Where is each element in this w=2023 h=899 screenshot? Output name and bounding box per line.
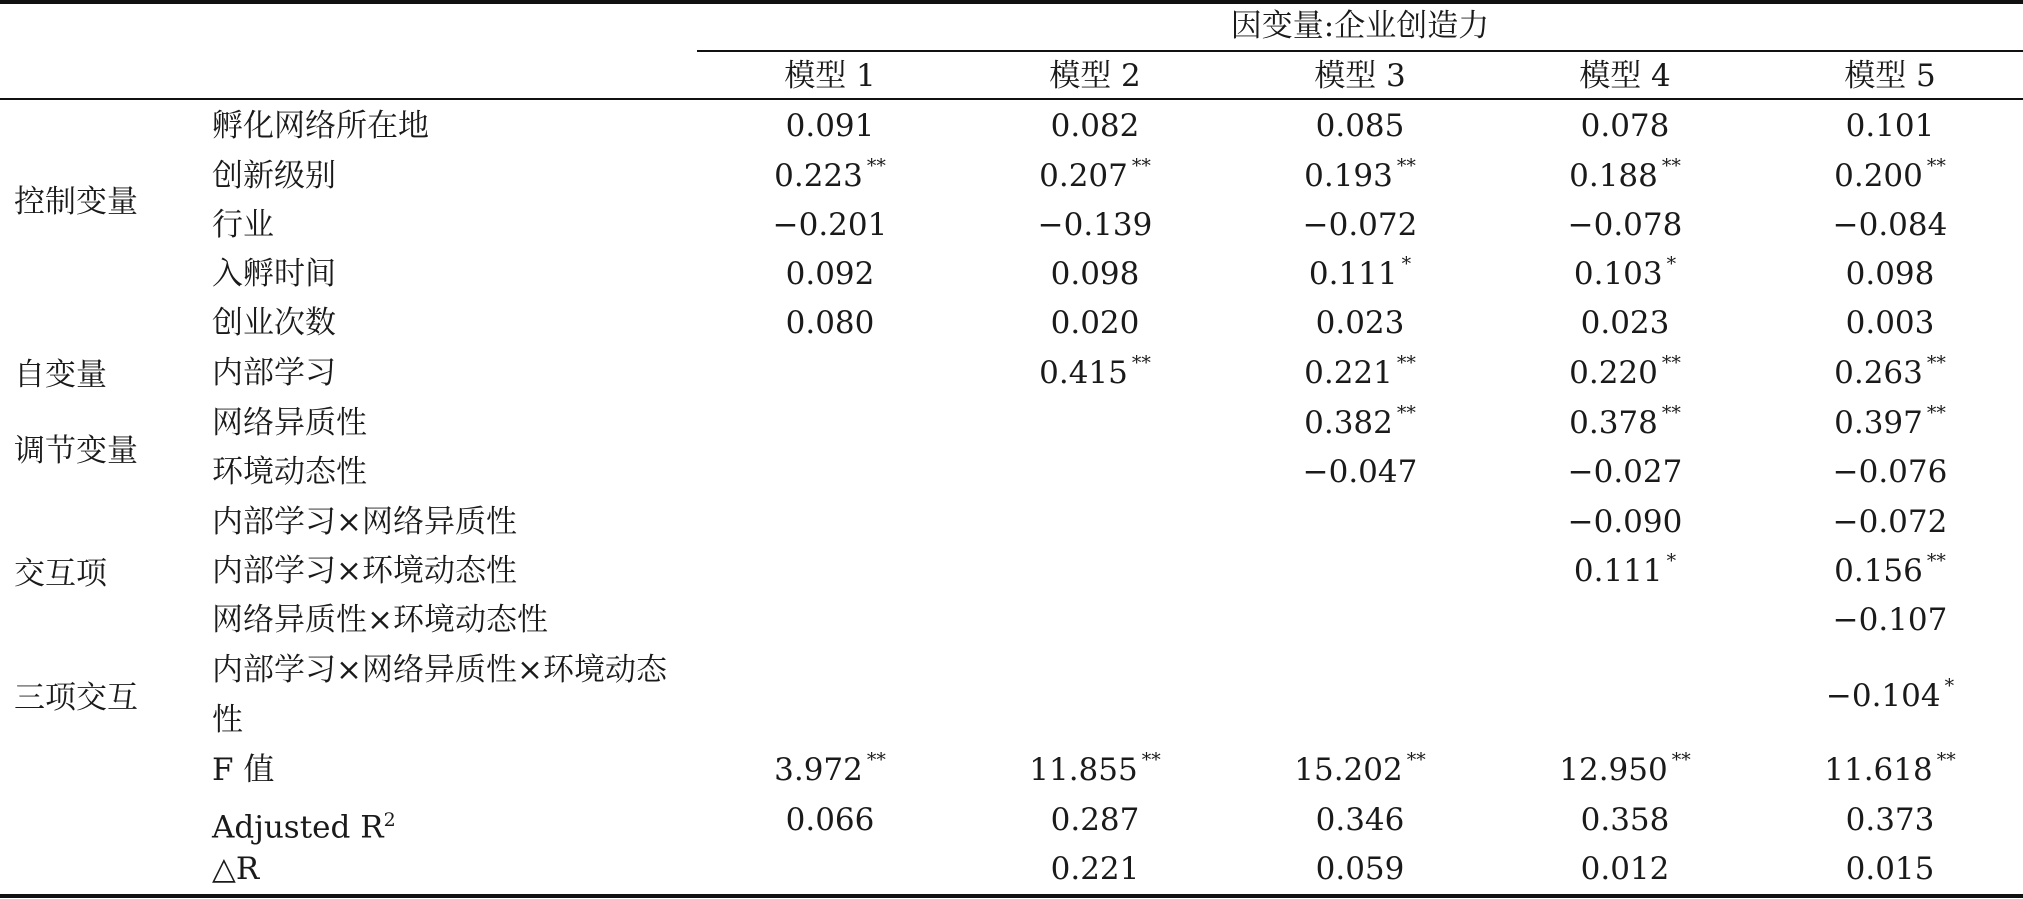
significance-marker: *: [1666, 550, 1677, 572]
row-variable-label: [212, 156, 336, 196]
row-variable-label: [212, 800, 396, 847]
coefficient-value: 0.023: [1580, 305, 1670, 341]
coefficient-cell: [1770, 254, 2010, 294]
coefficient-value: 15.202: [1294, 752, 1403, 788]
coefficient-cell: [710, 106, 950, 146]
top-rule: [0, 0, 2023, 4]
variable-label-text: 孵化网络所在地: [212, 108, 429, 144]
header-bottom-rule: [0, 98, 2023, 100]
coefficient-value: −0.107: [1832, 602, 1948, 638]
coefficient-cell: [1240, 849, 1480, 889]
coefficient-value: −0.139: [1037, 207, 1153, 243]
variable-label-text: 环境动态性: [212, 454, 367, 490]
coefficient-cell: [1770, 750, 2010, 794]
row-variable-label: [212, 600, 548, 640]
coefficient-value: 0.098: [1050, 256, 1140, 292]
coefficient-value: 0.078: [1580, 108, 1670, 144]
significance-marker: *: [1666, 253, 1677, 275]
variable-label-text: F 值: [212, 752, 275, 788]
row-variable-label: [212, 551, 517, 591]
dependent-variable-header: 因变量:企业创造力: [1230, 8, 1490, 44]
coefficient-cell: [1770, 800, 2010, 840]
variable-label-text: Adjusted R: [212, 809, 384, 846]
coefficient-cell: [975, 849, 1215, 889]
coefficient-cell: [1770, 452, 2010, 492]
coefficient-cell: [1505, 205, 1745, 245]
coefficient-value: 0.082: [1050, 108, 1140, 144]
coefficient-cell: [1240, 800, 1480, 840]
coefficient-cell: [1770, 303, 2010, 343]
significance-marker: **: [1661, 402, 1681, 424]
coefficient-cell: [1240, 106, 1480, 146]
coefficient-value: 0.080: [785, 305, 875, 341]
coefficient-cell: [1505, 156, 1745, 200]
coefficient-cell: [975, 254, 1215, 294]
group-three-way-interaction: 三项交互: [14, 680, 138, 716]
significance-marker: **: [866, 749, 886, 771]
coefficient-value: 0.287: [1050, 802, 1140, 838]
coefficient-cell: [975, 800, 1215, 840]
coefficient-cell: [1505, 254, 1745, 298]
coefficient-value: 0.221: [1304, 355, 1393, 391]
coefficient-cell: [1770, 676, 2010, 720]
significance-marker: **: [1396, 402, 1416, 424]
coefficient-cell: [1770, 353, 2010, 397]
coefficient-value: 0.378: [1569, 405, 1658, 441]
coefficient-cell: [1770, 205, 2010, 245]
coefficient-value: −0.078: [1567, 207, 1683, 243]
coefficient-value: 0.101: [1845, 108, 1935, 144]
significance-marker: **: [1131, 352, 1151, 374]
significance-marker: **: [1406, 749, 1426, 771]
coefficient-value: 11.855: [1029, 752, 1138, 788]
coefficient-value: 0.066: [785, 802, 875, 838]
coefficient-value: 0.156: [1834, 553, 1923, 589]
group-moderators: 调节变量: [14, 433, 138, 469]
significance-marker: **: [1926, 402, 1946, 424]
coefficient-value: 0.397: [1834, 405, 1923, 441]
coefficient-cell: [975, 303, 1215, 343]
coefficient-cell: [1240, 353, 1480, 397]
coefficient-value: −0.104: [1825, 678, 1941, 714]
variable-label-text: 创业次数: [212, 305, 336, 341]
coefficient-cell: [1770, 403, 2010, 447]
significance-marker: *: [1401, 253, 1412, 275]
coefficient-cell: [1505, 106, 1745, 146]
coefficient-value: 0.263: [1834, 355, 1923, 391]
significance-marker: **: [1926, 550, 1946, 572]
coefficient-value: 0.103: [1573, 256, 1663, 292]
coefficient-value: 0.059: [1315, 851, 1405, 887]
row-variable-label: [212, 106, 429, 146]
coefficient-value: 0.358: [1580, 802, 1670, 838]
coefficient-cell: [1770, 502, 2010, 542]
row-variable-label: [212, 849, 259, 889]
coefficient-cell: [1505, 403, 1745, 447]
significance-marker: **: [1926, 155, 1946, 177]
model-1-header: 模型 1: [784, 58, 876, 94]
bottom-rule: [0, 894, 2023, 898]
coefficient-cell: [1505, 800, 1745, 840]
model-5-header: 模型 5: [1844, 58, 1936, 94]
coefficient-cell: [710, 205, 950, 245]
coefficient-cell: [1770, 106, 2010, 146]
coefficient-value: 0.085: [1315, 108, 1405, 144]
superscript: 2: [383, 809, 396, 831]
coefficient-value: 0.200: [1834, 158, 1923, 194]
coefficient-cell: [1240, 254, 1480, 298]
coefficient-cell: [1505, 551, 1745, 595]
coefficient-value: 0.188: [1569, 158, 1658, 194]
group-independent-variable: 自变量: [14, 357, 107, 393]
variable-label-text: 内部学习: [212, 355, 336, 391]
coefficient-cell: [1770, 600, 2010, 640]
coefficient-cell: [1240, 403, 1480, 447]
coefficient-value: 0.023: [1315, 305, 1405, 341]
significance-marker: **: [1671, 749, 1691, 771]
model-4-header: 模型 4: [1579, 58, 1671, 94]
coefficient-value: 0.223: [774, 158, 863, 194]
variable-label-text: 行业: [212, 207, 274, 243]
coefficient-cell: [1505, 502, 1745, 542]
coefficient-cell: [1770, 156, 2010, 200]
coefficient-cell: [975, 205, 1215, 245]
coefficient-value: 0.012: [1580, 851, 1670, 887]
coefficient-value: −0.072: [1832, 504, 1948, 540]
coefficient-value: 0.220: [1569, 355, 1658, 391]
coefficient-value: 0.111: [1573, 553, 1663, 589]
coefficient-value: 0.003: [1845, 305, 1935, 341]
row-variable-label: [212, 205, 274, 245]
coefficient-cell: [710, 254, 950, 294]
group-interaction-terms: 交互项: [14, 556, 107, 592]
coefficient-cell: [1240, 750, 1480, 794]
row-variable-label: [212, 254, 336, 294]
row-variable-label: [212, 353, 336, 393]
coefficient-cell: [975, 353, 1215, 397]
coefficient-value: 0.207: [1039, 158, 1128, 194]
coefficient-cell: [710, 800, 950, 840]
coefficient-value: 0.382: [1304, 405, 1393, 441]
model-3-header: 模型 3: [1314, 58, 1406, 94]
significance-marker: **: [1661, 155, 1681, 177]
significance-marker: **: [1936, 749, 1956, 771]
coefficient-value: 11.618: [1824, 752, 1933, 788]
coefficient-cell: [1505, 452, 1745, 492]
coefficient-value: −0.201: [772, 207, 888, 243]
coefficient-value: 0.193: [1304, 158, 1393, 194]
row-variable-label: [212, 650, 667, 690]
coefficient-value: 3.972: [774, 752, 863, 788]
significance-marker: **: [1131, 155, 1151, 177]
coefficient-value: −0.076: [1832, 454, 1948, 490]
coefficient-value: 0.221: [1050, 851, 1140, 887]
significance-marker: **: [1396, 155, 1416, 177]
coefficient-value: 0.415: [1039, 355, 1128, 391]
coefficient-cell: [1505, 303, 1745, 343]
coefficient-cell: [710, 750, 950, 794]
coefficient-value: 0.346: [1315, 802, 1405, 838]
coefficient-cell: [975, 106, 1215, 146]
row-variable-label: [212, 452, 367, 492]
coefficient-value: −0.084: [1832, 207, 1948, 243]
coefficient-cell: [975, 156, 1215, 200]
variable-label-text: 入孵时间: [212, 256, 336, 292]
coefficient-value: −0.072: [1302, 207, 1418, 243]
coefficient-cell: [1505, 750, 1745, 794]
coefficient-cell: [975, 750, 1215, 794]
significance-marker: *: [1944, 675, 1955, 697]
coefficient-cell: [710, 303, 950, 343]
significance-marker: **: [1141, 749, 1161, 771]
variable-label-text: 网络异质性×环境动态性: [212, 602, 548, 638]
variable-label-text: 内部学习×环境动态性: [212, 553, 517, 589]
row-variable-label: [212, 502, 517, 542]
coefficient-value: 0.111: [1308, 256, 1398, 292]
variable-label-text: 网络异质性: [212, 405, 367, 441]
coefficient-value: 0.092: [785, 256, 875, 292]
header-subrule: [697, 50, 2023, 52]
coefficient-cell: [1770, 849, 2010, 889]
coefficient-cell: [1240, 452, 1480, 492]
significance-marker: **: [1926, 352, 1946, 374]
coefficient-cell: [1240, 205, 1480, 245]
coefficient-value: −0.047: [1302, 454, 1418, 490]
variable-label-text: 创新级别: [212, 158, 336, 194]
coefficient-value: 0.091: [785, 108, 875, 144]
row-variable-label-continued: 性: [212, 702, 243, 738]
coefficient-value: 12.950: [1559, 752, 1668, 788]
significance-marker: **: [1661, 352, 1681, 374]
significance-marker: **: [1396, 352, 1416, 374]
coefficient-value: 0.020: [1050, 305, 1140, 341]
coefficient-cell: [1770, 551, 2010, 595]
variable-label-text: △R: [212, 851, 260, 887]
row-variable-label: [212, 750, 274, 790]
row-variable-label: [212, 303, 336, 343]
coefficient-value: −0.027: [1567, 454, 1683, 490]
coefficient-value: 0.015: [1845, 851, 1935, 887]
coefficient-value: −0.090: [1567, 504, 1683, 540]
coefficient-cell: [1240, 303, 1480, 343]
variable-label-text: 内部学习×网络异质性: [212, 504, 517, 540]
row-variable-label: [212, 403, 367, 443]
significance-marker: **: [866, 155, 886, 177]
variable-label-text: 内部学习×网络异质性×环境动态: [212, 652, 667, 688]
coefficient-cell: [1505, 849, 1745, 889]
group-control-variables: 控制变量: [14, 184, 138, 220]
coefficient-cell: [1240, 156, 1480, 200]
coefficient-cell: [710, 156, 950, 200]
coefficient-value: 0.098: [1845, 256, 1935, 292]
model-2-header: 模型 2: [1049, 58, 1141, 94]
coefficient-cell: [1505, 353, 1745, 397]
coefficient-value: 0.373: [1845, 802, 1935, 838]
